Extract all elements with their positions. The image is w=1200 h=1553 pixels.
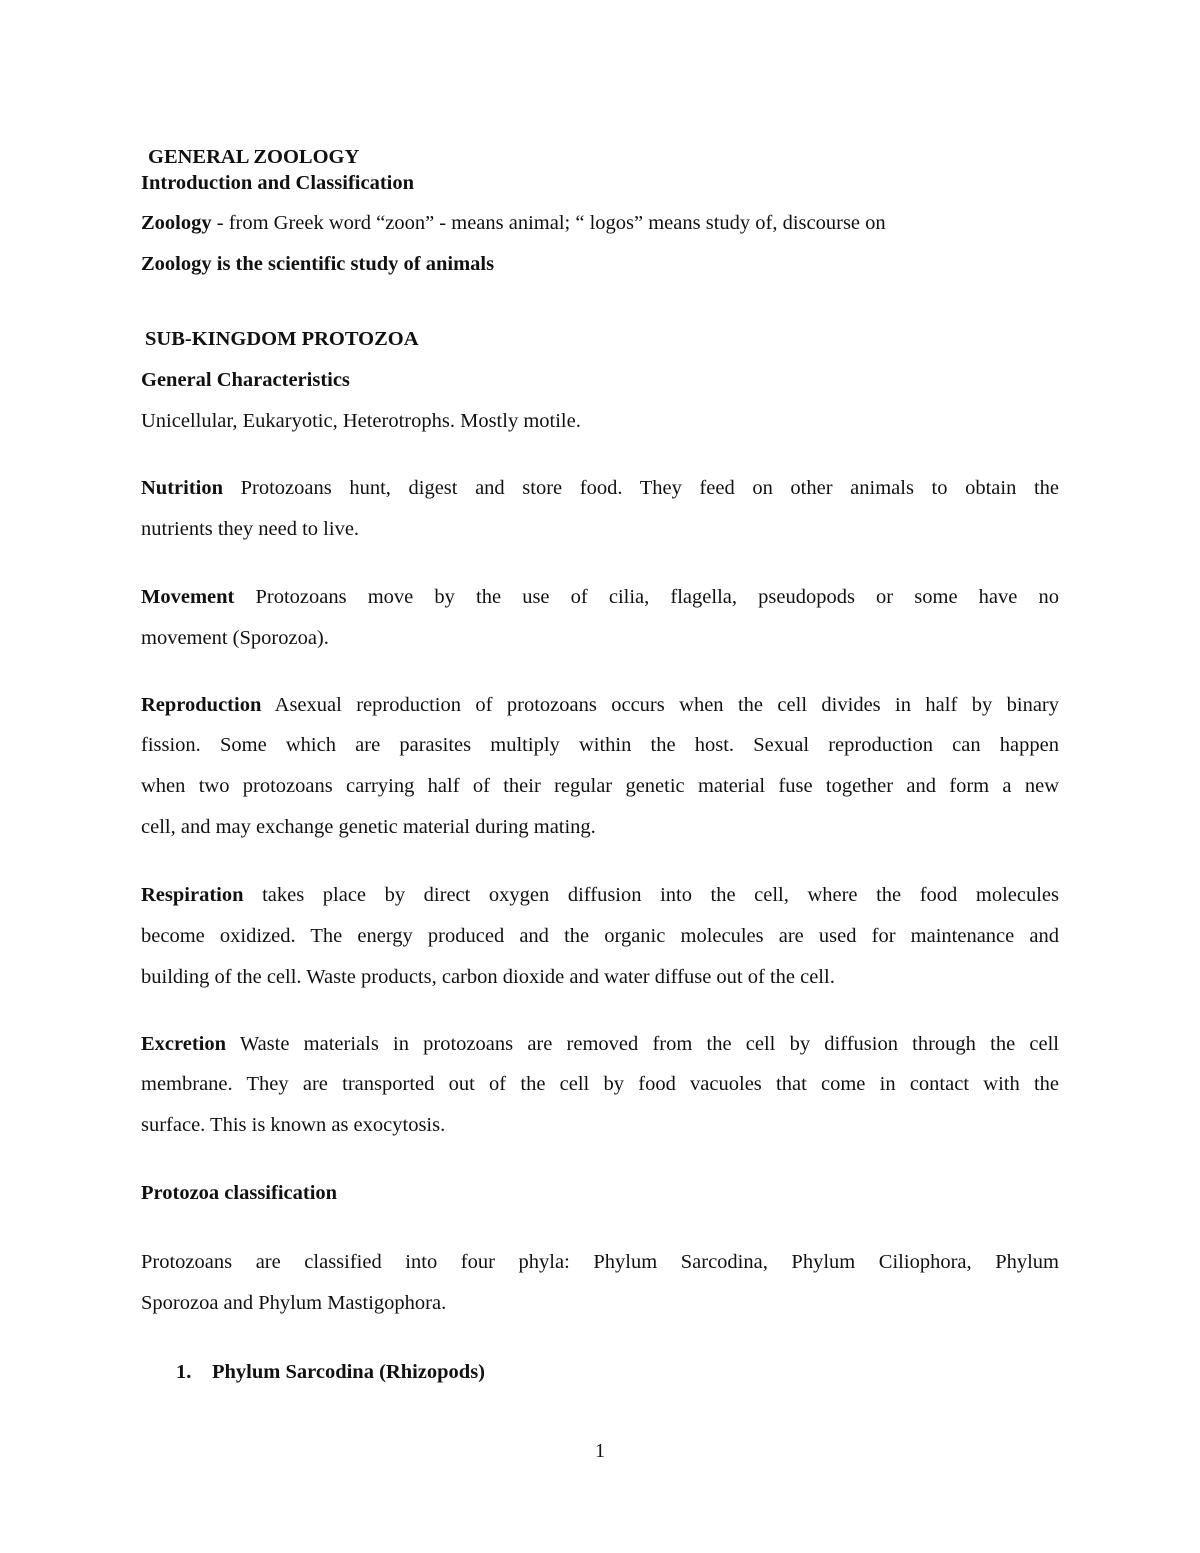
respiration-text-1: takes place by direct oxygen diffusion into the cell, where the food molecules xyxy=(243,884,1059,906)
classification-line-1: Protozoans are classified into four phyla: Phylum Sarcodina, Phylum Ciliophora, Phylum xyxy=(141,1251,1059,1273)
excretion-line-1 xyxy=(141,1032,1059,1056)
classification-heading: Protozoa classification xyxy=(141,1182,338,1204)
classification-line-2: Sporozoa and Phylum Mastigophora. xyxy=(141,1292,447,1314)
movement-term: Movement xyxy=(141,586,235,608)
reproduction-term: Reproduction xyxy=(141,694,262,716)
nutrition-line-1 xyxy=(141,476,1059,500)
respiration-term: Respiration xyxy=(141,884,244,906)
page-number: 1 xyxy=(595,1440,605,1462)
document-subtitle: Introduction and Classification xyxy=(141,172,415,194)
zoology-statement: Zoology is the scientific study of animals xyxy=(141,253,495,275)
movement-line-1 xyxy=(141,585,1059,609)
excretion-term: Excretion xyxy=(141,1033,227,1055)
reproduction-text-1: Asexual reproduction of protozoans occurs when the cell divides in half by binary xyxy=(261,694,1059,716)
reproduction-line-1 xyxy=(141,693,1059,717)
list-item-number: 1. xyxy=(176,1361,192,1383)
reproduction-line-4: cell, and may exchange genetic material during mating. xyxy=(141,816,596,838)
excretion-text-1: Waste materials in protozoans are removed from the cell by diffusion through the cell xyxy=(226,1033,1059,1055)
movement-line-2: movement (Sporozoa). xyxy=(141,627,329,649)
zoology-definition-text: - from Greek word “zoon” - means animal; “ logos” means study of, discourse on xyxy=(211,212,886,234)
excretion-line-3: surface. This is known as exocytosis. xyxy=(141,1114,446,1136)
nutrition-text-1: Protozoans hunt, digest and store food. They feed on other animals to obtain the xyxy=(223,477,1059,499)
zoology-term: Zoology xyxy=(141,212,212,234)
respiration-line-2: become oxidized. The energy produced and the organic molecules are used for maintenance and xyxy=(141,925,1059,947)
characteristics-text: Unicellular, Eukaryotic, Heterotrophs. Mostly motile. xyxy=(141,410,581,432)
reproduction-line-2: fission. Some which are parasites multiply within the host. Sexual reproduction can happen xyxy=(141,734,1059,756)
nutrition-line-2: nutrients they need to live. xyxy=(141,518,360,540)
list-item xyxy=(176,1360,485,1384)
respiration-line-1 xyxy=(141,883,1059,907)
excretion-line-2: membrane. They are transported out of the cell by food vacuoles that come in contact with the xyxy=(141,1073,1059,1095)
nutrition-term: Nutrition xyxy=(141,477,223,499)
reproduction-line-3: when two protozoans carrying half of their regular genetic material fuse together and form a new xyxy=(141,775,1059,797)
section-heading: SUB-KINGDOM PROTOZOA xyxy=(145,328,419,350)
document-title: GENERAL ZOOLOGY xyxy=(148,146,360,168)
zoology-definition xyxy=(141,211,1059,235)
movement-text-1: Protozoans move by the use of cilia, flagella, pseudopods or some have no xyxy=(234,586,1059,608)
list-item-label: Phylum Sarcodina (Rhizopods) xyxy=(212,1361,486,1383)
general-characteristics-heading: General Characteristics xyxy=(141,369,350,391)
respiration-line-3: building of the cell. Waste products, carbon dioxide and water diffuse out of the cell. xyxy=(141,966,835,988)
